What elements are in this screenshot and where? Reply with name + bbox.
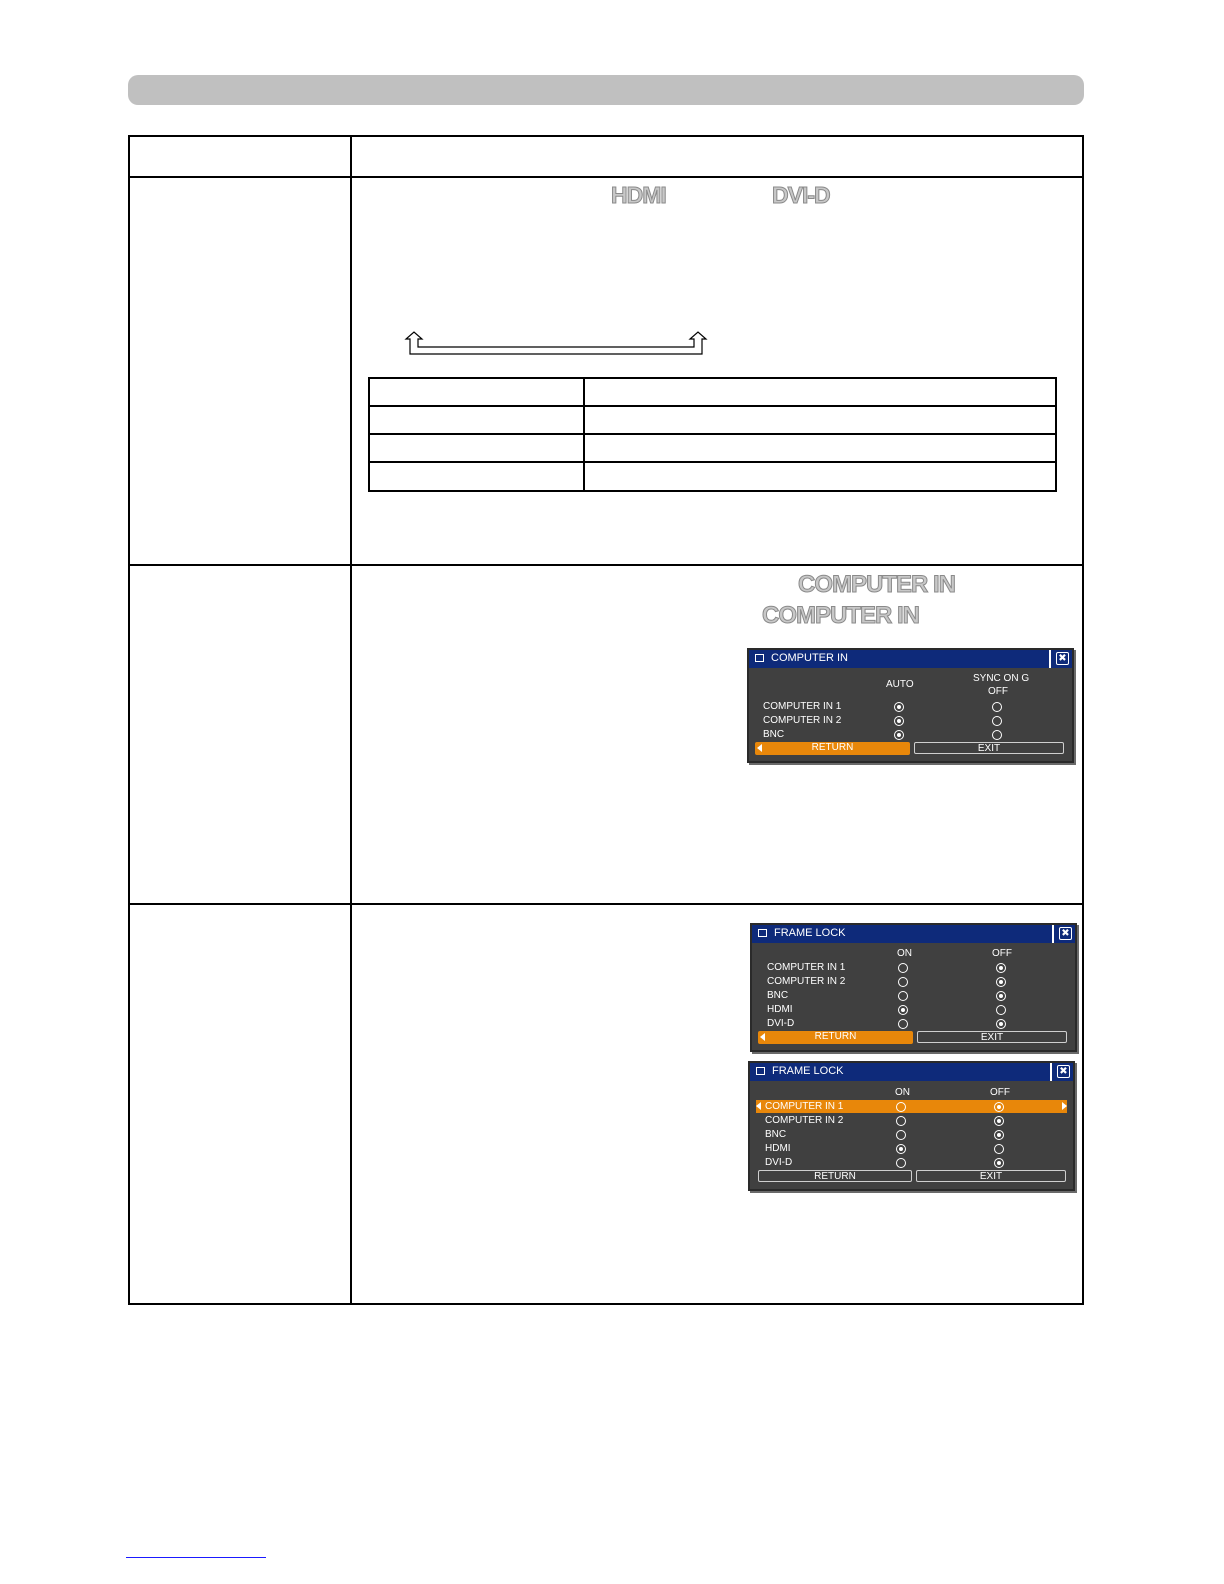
off-radio[interactable] xyxy=(996,977,1006,987)
exit-button-label: EXIT xyxy=(980,1032,1004,1043)
sync-off-radio[interactable] xyxy=(992,716,1002,726)
dialog-body xyxy=(750,1081,1073,1189)
dialog-title-bar xyxy=(750,1063,1073,1081)
computer-in-label: COMPUTER IN xyxy=(798,571,955,598)
auto-radio[interactable] xyxy=(894,716,904,726)
row-label: DVI-D xyxy=(767,1018,795,1029)
column-header-off: OFF xyxy=(992,948,1012,959)
frame-lock-dialog xyxy=(750,923,1077,1052)
dialog-title: FRAME LOCK xyxy=(772,1065,844,1077)
auto-radio[interactable] xyxy=(894,730,904,740)
section-header-bar xyxy=(128,75,1084,105)
mode-table-row-divider xyxy=(370,461,1055,463)
title-separator xyxy=(1050,1063,1052,1081)
column-header-on: ON xyxy=(895,1087,910,1098)
on-radio[interactable] xyxy=(898,1019,908,1029)
off-radio[interactable] xyxy=(994,1158,1004,1168)
dialog-title: COMPUTER IN xyxy=(771,652,848,664)
computer-in-dialog xyxy=(747,648,1074,763)
row-label: COMPUTER IN 1 xyxy=(765,1101,844,1112)
off-radio[interactable] xyxy=(994,1130,1004,1140)
auto-radio[interactable] xyxy=(894,702,904,712)
hdmi-port-label: HDMI xyxy=(611,182,666,208)
table-row-divider xyxy=(130,903,1082,905)
dialog-body xyxy=(752,943,1075,1050)
column-header-on: ON xyxy=(897,948,912,959)
column-header-off: OFF xyxy=(988,686,1008,697)
dvid-port-label: DVI-D xyxy=(772,182,830,208)
return-button[interactable] xyxy=(755,742,910,755)
dialog-title-bar xyxy=(752,925,1075,943)
frame-lock-dialog xyxy=(748,1061,1075,1191)
on-radio[interactable] xyxy=(898,991,908,1001)
table-header-divider xyxy=(130,176,1082,178)
mode-table xyxy=(368,377,1057,492)
row-label: HDMI xyxy=(765,1143,791,1154)
table-column-divider xyxy=(350,137,352,1303)
return-button[interactable] xyxy=(758,1170,912,1182)
off-radio[interactable] xyxy=(996,1019,1006,1029)
off-radio[interactable] xyxy=(994,1144,1004,1154)
mode-table-row-divider xyxy=(370,433,1055,435)
column-header-auto: AUTO xyxy=(886,679,914,690)
row-label: HDMI xyxy=(767,1004,793,1015)
close-icon[interactable]: ✖ xyxy=(1057,1065,1070,1078)
on-radio[interactable] xyxy=(898,1005,908,1015)
frame-lock-icon xyxy=(756,1067,765,1075)
table-row-divider xyxy=(130,564,1082,566)
sync-off-radio[interactable] xyxy=(992,702,1002,712)
on-radio[interactable] xyxy=(898,977,908,987)
mode-table-row-divider xyxy=(370,405,1055,407)
dialog-title-bar xyxy=(749,650,1072,668)
off-radio[interactable] xyxy=(994,1102,1004,1112)
title-separator xyxy=(1049,650,1051,668)
row-label: COMPUTER IN 1 xyxy=(763,701,842,712)
row-label: BNC xyxy=(763,729,785,740)
off-radio[interactable] xyxy=(996,991,1006,1001)
computer-icon xyxy=(755,654,764,662)
column-header-off: OFF xyxy=(990,1087,1010,1098)
on-radio[interactable] xyxy=(896,1158,906,1168)
off-radio[interactable] xyxy=(996,1005,1006,1015)
on-radio[interactable] xyxy=(896,1116,906,1126)
close-icon[interactable]: ✖ xyxy=(1056,652,1069,665)
return-button[interactable] xyxy=(758,1031,913,1044)
row-label: COMPUTER IN 2 xyxy=(767,976,846,987)
exit-button[interactable] xyxy=(914,742,1064,754)
row-label: COMPUTER IN 2 xyxy=(765,1115,844,1126)
on-radio[interactable] xyxy=(898,963,908,973)
left-arrow-icon xyxy=(756,1102,761,1110)
exit-button-label: EXIT xyxy=(977,743,1001,754)
on-radio[interactable] xyxy=(896,1130,906,1140)
exit-button[interactable] xyxy=(917,1031,1067,1043)
frame-lock-icon xyxy=(758,929,767,937)
dialog-title: FRAME LOCK xyxy=(774,927,846,939)
off-radio[interactable] xyxy=(994,1116,1004,1126)
cycle-arrow-icon xyxy=(400,330,720,360)
row-label: BNC xyxy=(765,1129,787,1140)
return-button-label: RETURN xyxy=(814,1171,856,1182)
dialog-body xyxy=(749,668,1072,761)
row-label: DVI-D xyxy=(765,1157,793,1168)
row-label: BNC xyxy=(767,990,789,1001)
row-label: COMPUTER IN 1 xyxy=(767,962,846,973)
return-button-label: RETURN xyxy=(811,742,854,753)
sync-off-radio[interactable] xyxy=(992,730,1002,740)
row-label: COMPUTER IN 2 xyxy=(763,715,842,726)
title-separator xyxy=(1052,925,1054,943)
return-button-label: RETURN xyxy=(814,1031,857,1042)
on-radio[interactable] xyxy=(896,1102,906,1112)
off-radio[interactable] xyxy=(996,963,1006,973)
right-arrow-icon xyxy=(1062,1102,1067,1110)
mode-table-column-divider xyxy=(583,379,585,490)
column-header-sync-on-g: SYNC ON G xyxy=(973,673,1030,684)
footer-link-underline xyxy=(126,1557,266,1558)
exit-button-label: EXIT xyxy=(979,1171,1003,1182)
close-icon[interactable]: ✖ xyxy=(1059,927,1072,940)
on-radio[interactable] xyxy=(896,1144,906,1154)
computer-in-label: COMPUTER IN xyxy=(762,602,919,629)
exit-button[interactable] xyxy=(916,1170,1066,1182)
